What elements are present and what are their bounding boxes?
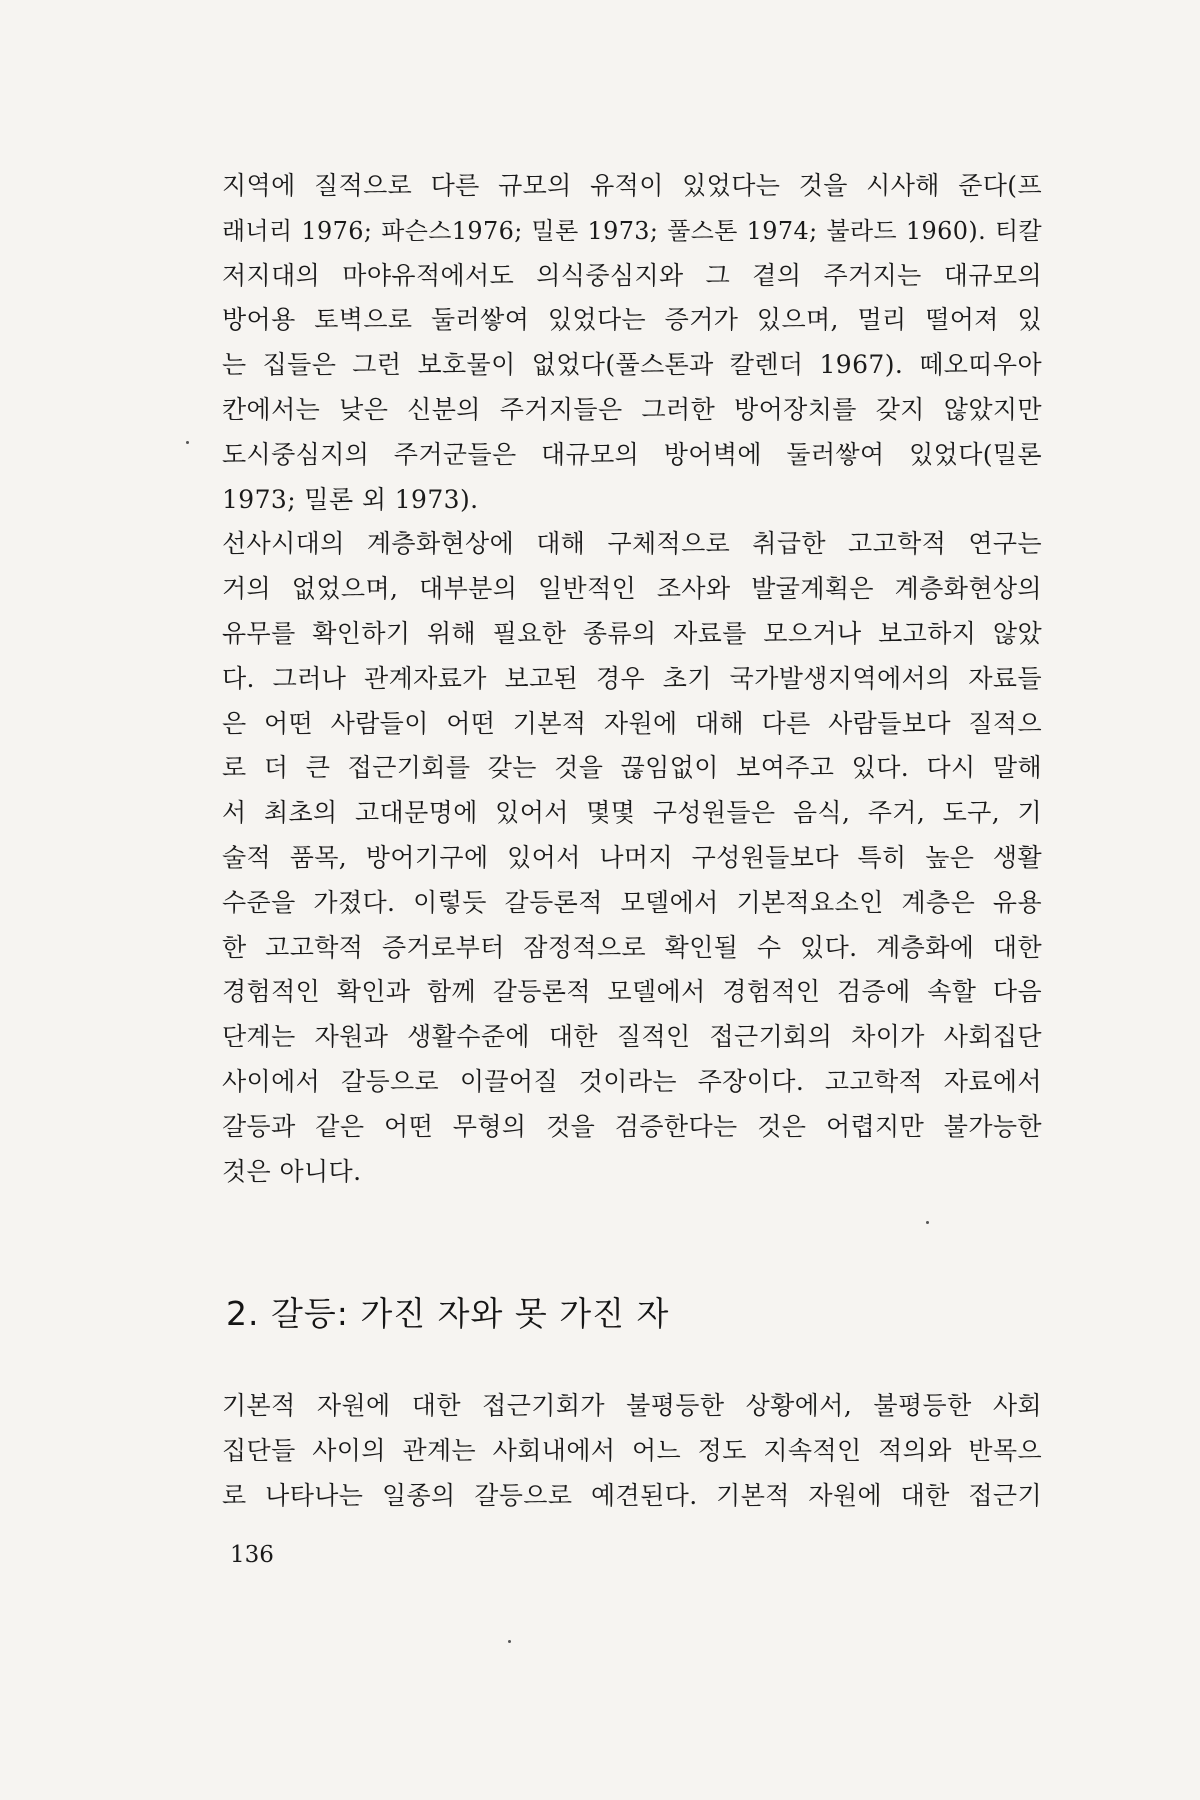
- text-line: 래너리 1976; 파슨스1976; 밀론 1973; 풀스톤 1974; 불라드 1960). 티칼: [222, 216, 1042, 245]
- paragraph-2: [222, 522, 1042, 1194]
- text-line: 집단들 사이의 관계는 사회내에서 어느 정도 지속적인 적의와 반목으: [222, 1435, 1042, 1465]
- text-line: 1973; 밀론 외 1973).: [222, 484, 479, 514]
- text-line: 한 고고학적 증거로부터 잠정적으로 확인될 수 있다. 계층화에 대한: [222, 932, 1042, 962]
- scan-speck: [926, 1221, 929, 1224]
- text-line: 기본적 자원에 대한 접근기회가 불평등한 상황에서, 불평등한 사회: [222, 1391, 1042, 1420]
- paragraph-3: [222, 1384, 1042, 1518]
- text-line: 거의 없었으며, 대부분의 일반적인 조사와 발굴계획은 계층화현상의: [222, 574, 1042, 604]
- text-line: 단계는 자원과 생활수준에 대한 질적인 접근기회의 차이가 사회집단: [222, 1022, 1042, 1052]
- body-text-upper: [222, 164, 1042, 1194]
- text-line: 저지대의 마야유적에서도 의식중심지와 그 곁의 주거지는 대규모의: [222, 260, 1042, 290]
- body-text-lower: [222, 1384, 1042, 1518]
- text-line: 술적 품목, 방어기구에 있어서 나머지 구성원들보다 특히 높은 생활: [222, 842, 1042, 872]
- text-line: 로 더 큰 접근기회를 갖는 것을 끊임없이 보여주고 있다. 다시 말해: [222, 753, 1042, 783]
- text-line: 갈등과 같은 어떤 무형의 것을 검증한다는 것은 어렵지만 불가능한: [222, 1111, 1042, 1141]
- text-line: 서 최초의 고대문명에 있어서 몇몇 구성원들은 음식, 주거, 도구, 기: [222, 798, 1042, 828]
- scan-speck: [186, 441, 189, 444]
- text-line: 은 어떤 사람들이 어떤 기본적 자원에 대해 다른 사람들보다 질적으: [222, 708, 1042, 738]
- text-line: 선사시대의 계층화현상에 대해 구체적으로 취급한 고고학적 연구는: [222, 529, 1042, 559]
- text-line: 것은 아니다.: [222, 1156, 362, 1186]
- page-number: 136: [230, 1542, 274, 1568]
- scan-speck: [508, 1640, 511, 1643]
- text-line: 지역에 질적으로 다른 규모의 유적이 있었다는 것을 시사해 준다(프: [222, 171, 1042, 200]
- text-line: 다. 그러나 관계자료가 보고된 경우 초기 국가발생지역에서의 자료들: [222, 663, 1042, 693]
- text-line: 는 집들은 그런 보호물이 없었다(풀스톤과 칼렌더 1967). 떼오띠우아: [222, 350, 1042, 380]
- text-line: 로 나타나는 일종의 갈등으로 예견된다. 기본적 자원에 대한 접근기: [222, 1480, 1042, 1510]
- section-heading: 2. 갈등: 가진 자와 못 가진 자: [226, 1294, 670, 1333]
- text-line: 도시중심지의 주거군들은 대규모의 방어벽에 둘러쌓여 있었다(밀론: [222, 439, 1042, 469]
- text-line: 유무를 확인하기 위해 필요한 종류의 자료를 모으거나 보고하지 않았: [222, 618, 1042, 648]
- text-line: 사이에서 갈등으로 이끌어질 것이라는 주장이다. 고고학적 자료에서: [222, 1066, 1042, 1096]
- paragraph-1: [222, 164, 1042, 522]
- text-line: 방어용 토벽으로 둘러쌓여 있었다는 증거가 있으며, 멀리 떨어져 있: [222, 305, 1042, 335]
- text-line: 수준을 가졌다. 이렇듯 갈등론적 모델에서 기본적요소인 계층은 유용: [222, 887, 1042, 917]
- text-line: 칸에서는 낮은 신분의 주거지들은 그러한 방어장치를 갖지 않았지만: [222, 394, 1042, 424]
- text-line: 경험적인 확인과 함께 갈등론적 모델에서 경험적인 검증에 속할 다음: [222, 977, 1042, 1007]
